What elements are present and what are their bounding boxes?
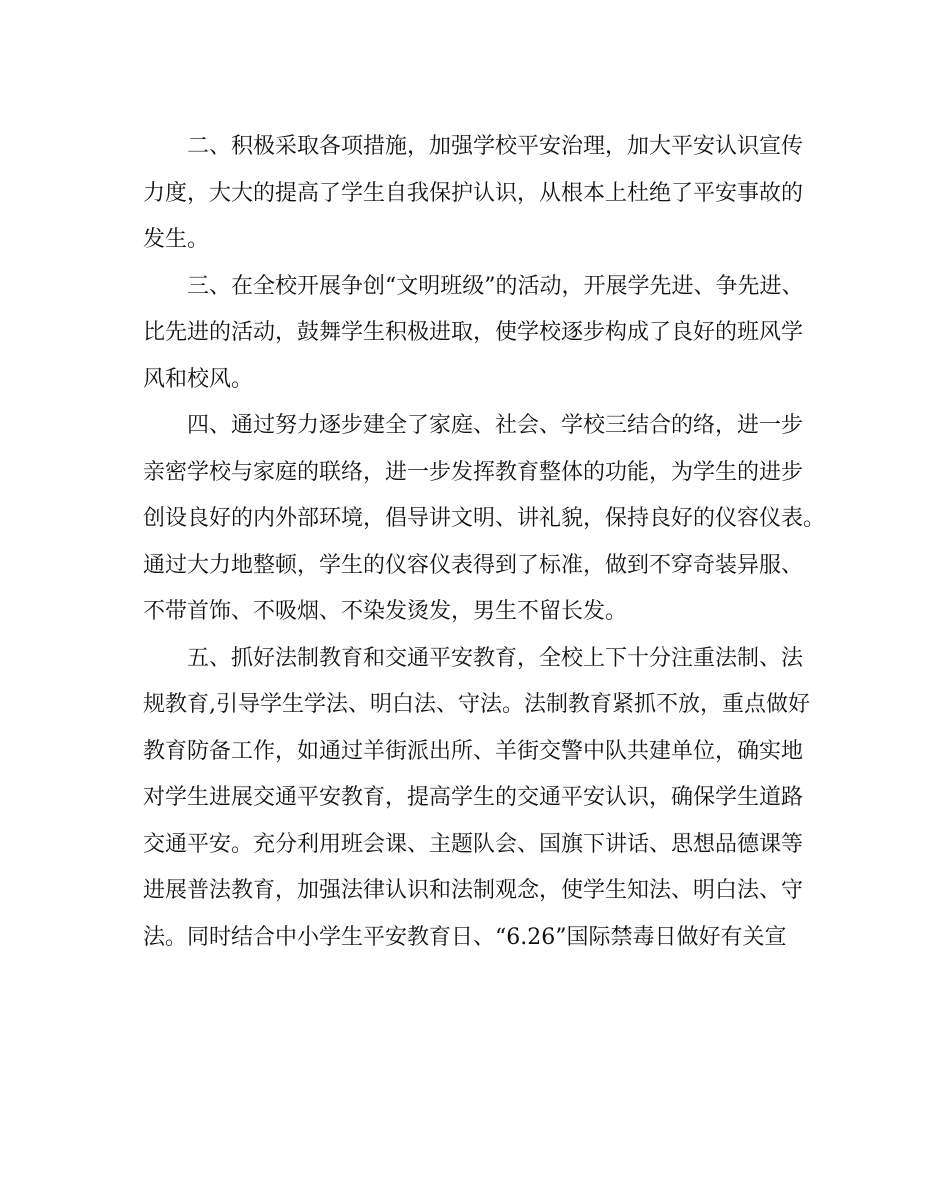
text-line: 力度，大大的提高了学生自我保护认识，从根本上杜绝了平安事故的 [143,180,804,206]
text-line: 比先进的活动，鼓舞学生积极进取，使学校逐步构成了良好的班风学 [143,320,804,345]
text-line: 亲密学校与家庭的联络，进一步发挥教育整体的功能，为学生的进步 [143,459,804,485]
text-line: 规教育,引导学生学法、明白法、守法。法制教育紧抓不放，重点做好 [143,692,810,717]
text-line: 交通平安。充分利用班会课、主题队会、国旗下讲话、思想品德课等 [143,831,804,857]
paragraph-3 [143,264,815,404]
text-line: 不带首饰、不吸烟、不染发烫发，男生不留长发。 [143,599,628,624]
text-line: 风和校风。 [143,366,254,392]
paragraph-4 [143,403,826,636]
text-line: 五、抓好法制教育和交通平安教育，全校上下十分注重法制、法 [187,645,804,671]
text-line: 发生。 [143,227,210,252]
text-line: 法。同时结合中小学生平安教育日、“6.26”国际禁毒日做好有关宣 [143,924,787,950]
paragraph-2 [143,124,815,264]
text-line: 通过大力地整顿，学生的仪容仪表得到了标准，做到不穿奇装异服、 [143,552,804,578]
text-line: 创设良好的内外部环境，倡导讲文明、讲礼貌，保持良好的仪容仪表。 [143,506,826,531]
text-line: 三、在全校开展争创“文明班级”的活动，开展学先进、争先进、 [187,273,804,299]
text-line: 教育防备工作，如通过羊街派出所、羊街交警中队共建单位，确实地 [143,738,804,764]
text-line: 四、通过努力逐步建全了家庭、社会、学校三结合的络，进一步 [187,413,804,438]
document-body [143,124,826,961]
text-line: 二、积极采取各项措施，加强学校平安治理，加大平安认识宣传 [187,134,804,159]
text-line: 对学生进展交通平安教育，提高学生的交通平安认识，确保学生道路 [143,785,804,810]
paragraph-5 [143,636,815,962]
text-line: 进展普法教育，加强法律认识和法制观念，使学生知法、明白法、守 [143,878,804,903]
